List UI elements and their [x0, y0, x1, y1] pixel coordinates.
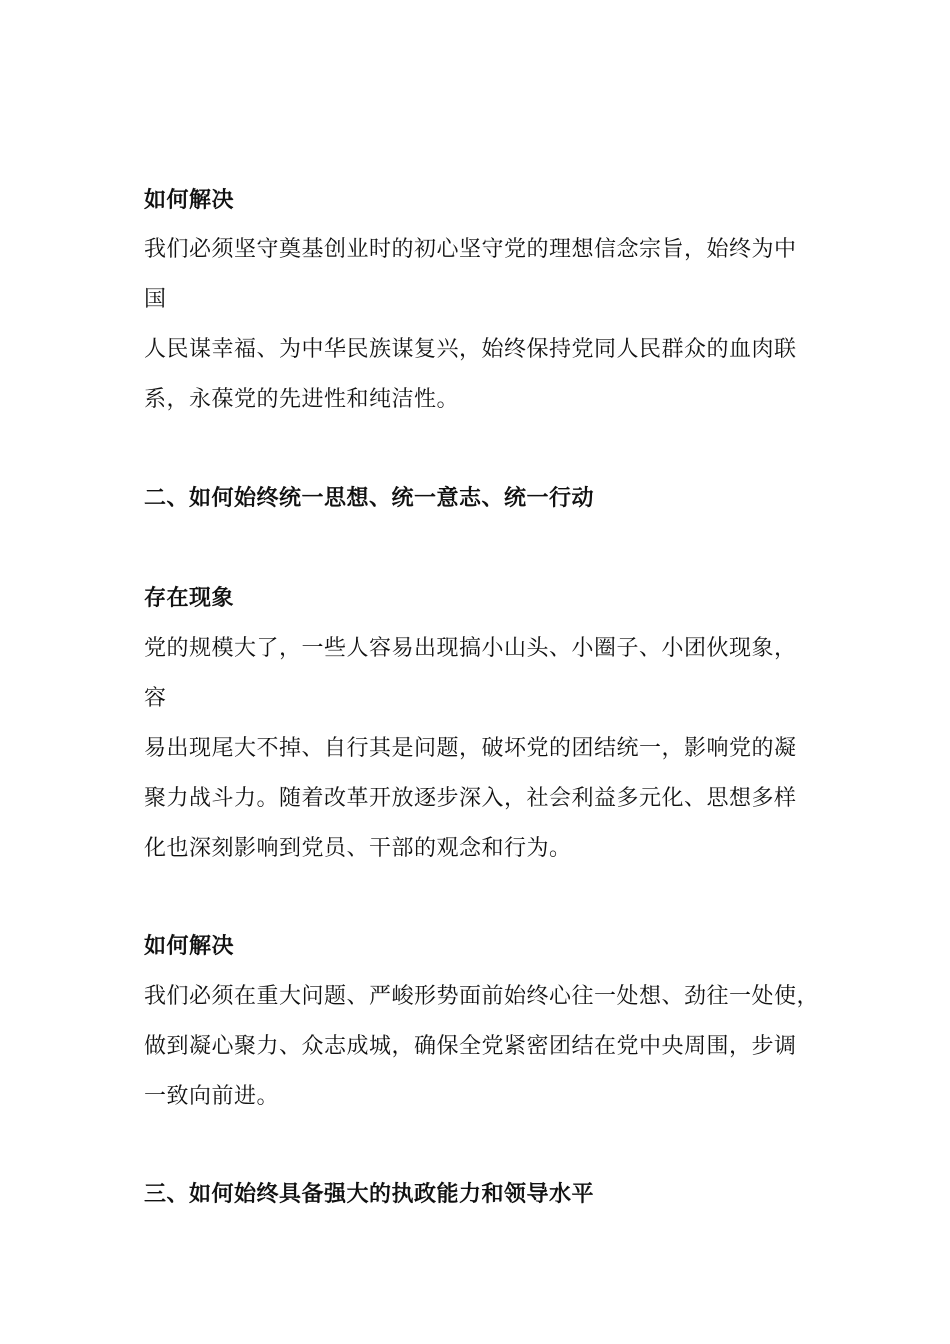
section-heading: 如何解决	[144, 934, 235, 959]
paragraph-line: 人民谋幸福、为中华民族谋复兴，始终保持党同人民群众的血肉联	[144, 337, 797, 362]
paragraph-line: 我们必须在重大问题、严峻形势面前始终心往一处想、劲往一处使，	[144, 984, 820, 1009]
section-heading: 存在现象	[144, 586, 235, 611]
paragraph-line: 国	[144, 287, 167, 312]
paragraph-line: 化也深刻影响到党员、干部的观念和行为。	[144, 836, 572, 861]
paragraph-line: 党的规模大了，一些人容易出现搞小山头、小圈子、小团伙现象，	[144, 636, 797, 661]
chapter-title: 二、如何始终统一思想、统一意志、统一行动	[144, 486, 595, 511]
paragraph-line: 我们必须坚守奠基创业时的初心坚守党的理想信念宗旨，始终为中	[144, 237, 797, 262]
paragraph-line: 容	[144, 686, 167, 711]
paragraph-line: 系，永葆党的先进性和纯洁性。	[144, 387, 460, 412]
paragraph-line: 聚力战斗力。随着改革开放逐步深入，社会利益多元化、思想多样	[144, 786, 797, 811]
section-heading: 如何解决	[144, 188, 235, 213]
paragraph-line: 一致向前进。	[144, 1084, 280, 1109]
paragraph-line: 做到凝心聚力、众志成城，确保全党紧密团结在党中央周围，步调	[144, 1034, 797, 1059]
chapter-title: 三、如何始终具备强大的执政能力和领导水平	[144, 1182, 595, 1207]
paragraph-line: 易出现尾大不掉、自行其是问题，破坏党的团结统一，影响党的凝	[144, 736, 797, 761]
